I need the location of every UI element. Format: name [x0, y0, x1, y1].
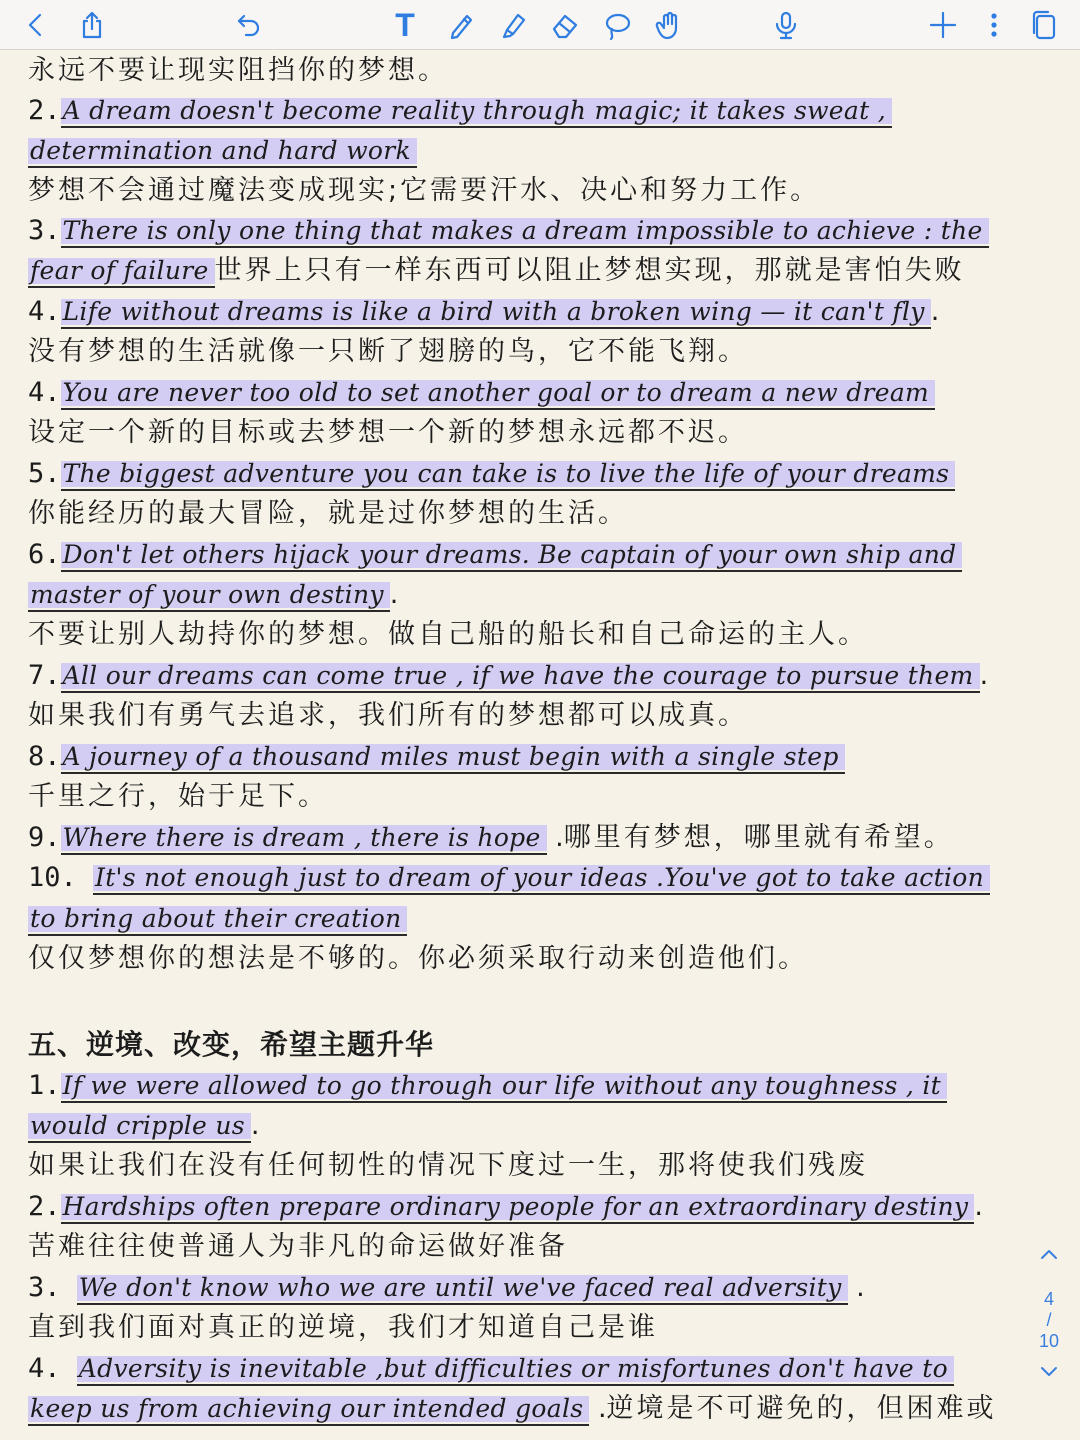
english-quote: would cripple us [28, 1111, 251, 1143]
note-line [28, 1308, 658, 1348]
current-page-number: 4 [1043, 1289, 1054, 1309]
chinese-text: 永远不要让现实阻挡你的梦想。 [28, 55, 448, 86]
punctuation: . [589, 1393, 607, 1424]
item-number: 7. [28, 660, 61, 691]
note-line [28, 211, 989, 251]
note-line [28, 292, 939, 332]
punctuation: . [979, 660, 989, 691]
note-line [28, 1268, 865, 1308]
page-up-button[interactable] [1037, 1243, 1061, 1267]
punctuation: . [389, 579, 399, 610]
undo-icon[interactable] [230, 6, 268, 44]
english-quote: Life without dreams is like a bird with a broken wing — it can't fly [61, 297, 931, 329]
chinese-text: 苦难往往使普通人为非凡的命运做好准备 [28, 1231, 568, 1262]
english-quote: There is only one thing that makes a dream impossible to achieve : the [61, 216, 989, 248]
english-quote: All our dreams can come true , if we have the courage to pursue them [61, 661, 980, 693]
chinese-text: 如果我们有勇气去追求，我们所有的梦想都可以成真。 [28, 700, 748, 731]
note-line [28, 1187, 983, 1227]
page-navigator [1028, 1243, 1070, 1403]
english-quote: keep us from achieving our intended goals [28, 1394, 589, 1426]
item-number: 4. [28, 377, 61, 408]
note-line [28, 494, 628, 534]
item-number: 1. [28, 1070, 61, 1101]
chinese-text: 如果让我们在没有任何韧性的情况下度过一生，那将使我们残废 [28, 1150, 868, 1181]
chinese-text: 哪里有梦想，哪里就有希望。 [563, 822, 954, 853]
note-line [28, 777, 328, 817]
english-quote: It's not enough just to dream of your ideas .You've got to take action [93, 863, 990, 895]
section-heading: 五、逆境、改变，希望主题升华 [28, 1028, 435, 1061]
note-line [28, 575, 398, 615]
item-number: 9. [28, 822, 61, 853]
note-page[interactable] [0, 51, 1080, 1440]
note-line [28, 939, 808, 979]
note-line [28, 251, 965, 291]
chevron-up-icon [1037, 1243, 1061, 1267]
english-quote: master of your own destiny [28, 580, 390, 612]
chinese-text: 梦想不会通过魔法变成现实;它需要汗水、决心和努力工作。 [28, 175, 821, 206]
highlighter-tool-icon[interactable] [494, 6, 532, 44]
note-line [28, 1066, 947, 1106]
pen-tool-icon[interactable] [442, 6, 480, 44]
english-quote: A dream doesn't become reality through magic; it takes sweat , [61, 96, 892, 128]
add-icon[interactable] [924, 6, 962, 44]
hand-tool-icon[interactable] [650, 6, 688, 44]
english-quote: fear of failure [28, 256, 215, 288]
note-line [28, 1106, 260, 1146]
punctuation: . [930, 296, 940, 327]
note-line [28, 171, 820, 211]
chinese-text: 设定一个新的目标或去梦想一个新的梦想永远都不迟。 [28, 417, 748, 448]
note-line [28, 737, 845, 777]
chinese-text: 逆境是不可避免的，但困难或 [606, 1393, 997, 1424]
item-number: 4. [28, 296, 61, 327]
english-quote: The biggest adventure you can take is to live the life of your dreams [61, 459, 956, 491]
back-chevron-icon[interactable] [16, 6, 54, 44]
note-line [28, 696, 748, 736]
note-line [28, 91, 892, 131]
note-line [28, 413, 748, 453]
chinese-text: 你能经历的最大冒险，就是过你梦想的生活。 [28, 498, 628, 529]
item-number: 2. [28, 95, 61, 126]
note-line [28, 899, 407, 939]
pages-icon[interactable] [1025, 6, 1063, 44]
chinese-text: 世界上只有一样东西可以阻止梦想实现，那就是害怕失败 [214, 255, 965, 286]
chinese-text: 没有梦想的生活就像一只断了翅膀的鸟，它不能飞翔。 [28, 336, 748, 367]
chinese-text: 仅仅梦想你的想法是不够的。你必须采取行动来创造他们。 [28, 943, 808, 974]
note-line [28, 1227, 568, 1267]
english-quote: determination and hard work [28, 136, 417, 168]
item-number: 8. [28, 741, 61, 772]
english-quote: to bring about their creation [28, 904, 407, 936]
english-quote: We don't know who we are until we've faced real adversity [77, 1273, 848, 1305]
chinese-text: 不要让别人劫持你的梦想。做自己船的船长和自己命运的主人。 [28, 619, 868, 650]
english-quote: If we were allowed to go through our life without any toughness , it [61, 1071, 947, 1103]
punctuation: . [974, 1191, 983, 1222]
punctuation: . [546, 822, 564, 853]
toolbar [0, 0, 1080, 50]
english-quote: You are never too old to set another goal or to dream a new dream [61, 378, 936, 410]
punctuation: . [250, 1110, 260, 1141]
note-line [28, 1389, 997, 1429]
page-separator: / [1046, 1310, 1052, 1330]
lasso-tool-icon[interactable] [598, 6, 636, 44]
english-quote: A journey of a thousand miles must begin with a single step [61, 742, 845, 774]
item-number: 5. [28, 458, 61, 489]
eraser-tool-icon[interactable] [546, 6, 584, 44]
note-line [28, 656, 988, 696]
note-line [28, 332, 748, 372]
item-number: 6. [28, 539, 61, 570]
chinese-text: 千里之行，始于足下。 [28, 781, 328, 812]
item-number: 2. [28, 1191, 61, 1222]
note-line [28, 51, 448, 91]
english-quote: Where there is dream , there is hope [61, 823, 547, 855]
note-line [28, 535, 962, 575]
share-icon[interactable] [73, 6, 111, 44]
more-icon[interactable] [975, 6, 1013, 44]
english-quote: Hardships often prepare ordinary people for an extraordinary destiny [61, 1192, 975, 1224]
note-line [28, 1349, 954, 1389]
item-number: 10. [28, 862, 94, 893]
punctuation: . [847, 1272, 865, 1303]
note-line [28, 454, 955, 494]
microphone-icon[interactable] [767, 6, 805, 44]
item-number: 4. [28, 1353, 77, 1384]
note-line [28, 131, 417, 171]
note-line [28, 818, 954, 858]
english-quote: Adversity is inevitable ,but difficulties or misfortunes don't have to [77, 1354, 954, 1386]
text-tool-icon[interactable] [386, 6, 424, 44]
note-line [28, 1146, 868, 1186]
note-line [28, 858, 990, 898]
note-line [28, 615, 868, 655]
text-tool-glyph: T [395, 7, 415, 43]
chinese-text: 直到我们面对真正的逆境，我们才知道自己是谁 [28, 1312, 658, 1343]
item-number: 3. [28, 1272, 77, 1303]
note-line [28, 373, 935, 413]
english-quote: Don't let others hijack your dreams. Be captain of your own ship and [61, 540, 963, 572]
item-number: 3. [28, 215, 61, 246]
page-down-button[interactable] [1037, 1359, 1061, 1383]
total-page-count: 10 [1038, 1331, 1060, 1351]
chevron-down-icon [1037, 1359, 1061, 1383]
